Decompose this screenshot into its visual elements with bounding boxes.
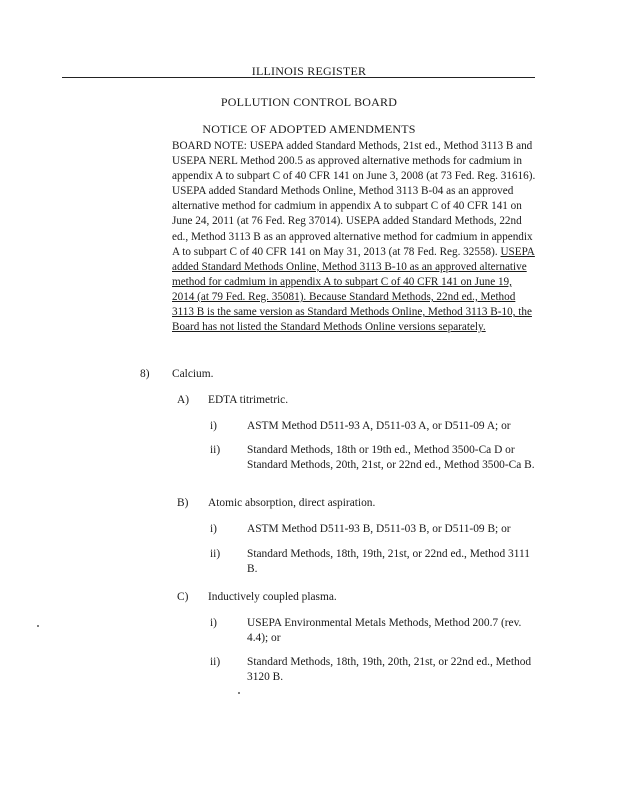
subitem-a-i-text: ASTM Method D511-93 A, D511-03 A, or D511-09 A; or	[247, 420, 511, 432]
board-title: POLLUTION CONTROL BOARD	[220, 95, 398, 109]
subitem-b-title: Atomic absorption, direct aspiration.	[208, 497, 376, 509]
subitem-c-ii-text: Standard Methods, 18th, 19th, 20th, 21st, or 22nd ed., Method 3120 B.	[247, 656, 532, 684]
subitem-a-label: A)	[177, 394, 190, 406]
board-note-text: BOARD NOTE: USEPA added Standard Methods, 21st ed., Method 3113 B and USEPA NERL Method 200.5 as approved alternative methods for cadmium in appendix A to subpart C of 40 CFR 141 on June 3, 2008 (at 73 Fed. Reg. 31616). USEPA added Standard Methods Online, Method 3113 B-04 as an approved alternative method for cadmium in appendix A to subpart C of 40 CFR 141 on June 24, 2011 (at 76 Fed. Reg 37014). USEPA added Standard Methods, 22nd ed., Method 3113 B as an approved alternative method for cadmium in appendix A to subpart C of 40 CFR 141 on May 31, 2013 (at 78 Fed. Reg. 32558).	[172, 140, 536, 258]
subitem-c-i-text: USEPA Environmental Metals Methods, Method 200.7 (rev. 4.4); or	[247, 617, 522, 645]
subitem-b-i-label: i)	[210, 523, 217, 535]
subitem-a-title: EDTA titrimetric.	[208, 394, 289, 406]
subitem-b-i-text: ASTM Method D511-93 B, D511-03 B, or D511-09 B; or	[247, 523, 511, 535]
item-number: 8)	[140, 368, 150, 380]
subitem-a-ii-label: ii)	[210, 444, 221, 456]
board-note	[172, 139, 536, 335]
subitem-c-i-label: i)	[210, 617, 217, 629]
subitem-b-label: B)	[177, 497, 189, 509]
item-title: Calcium.	[172, 368, 214, 380]
notice-title: NOTICE OF ADOPTED AMENDMENTS	[202, 122, 416, 136]
subitem-c-ii-label: ii)	[210, 656, 221, 668]
board-note-added-text: USEPA added Standard Methods Online, Method 3113 B-10 as an approved alternative method for cadmium in appendix A to subpart C of 40 CFR 141 on June 19, 2014 (at 79 Fed. Reg. 35081). Because Standard Methods, 22nd ed., Method 3113 B is the same version as Standard Methods Online, Method 3113 B-10, the Board has not listed the Standard Methods Online versions separately.	[172, 245, 535, 334]
scan-speck	[37, 625, 39, 627]
subitem-b-ii-label: ii)	[210, 548, 221, 560]
subitem-c-label: C)	[177, 591, 189, 603]
subitem-c-title: Inductively coupled plasma.	[208, 591, 337, 603]
register-title: ILLINOIS REGISTER	[251, 64, 367, 78]
subitem-b-ii-text: Standard Methods, 18th, 19th, 21st, or 22nd ed., Method 3111 B.	[247, 548, 530, 576]
scan-speck	[238, 692, 240, 694]
subitem-a-i-label: i)	[210, 420, 217, 432]
subitem-a-ii-text: Standard Methods, 18th or 19th ed., Method 3500-Ca D or Standard Methods, 20th, 21st, or 22nd ed., Method 3500-Ca B.	[247, 444, 535, 472]
